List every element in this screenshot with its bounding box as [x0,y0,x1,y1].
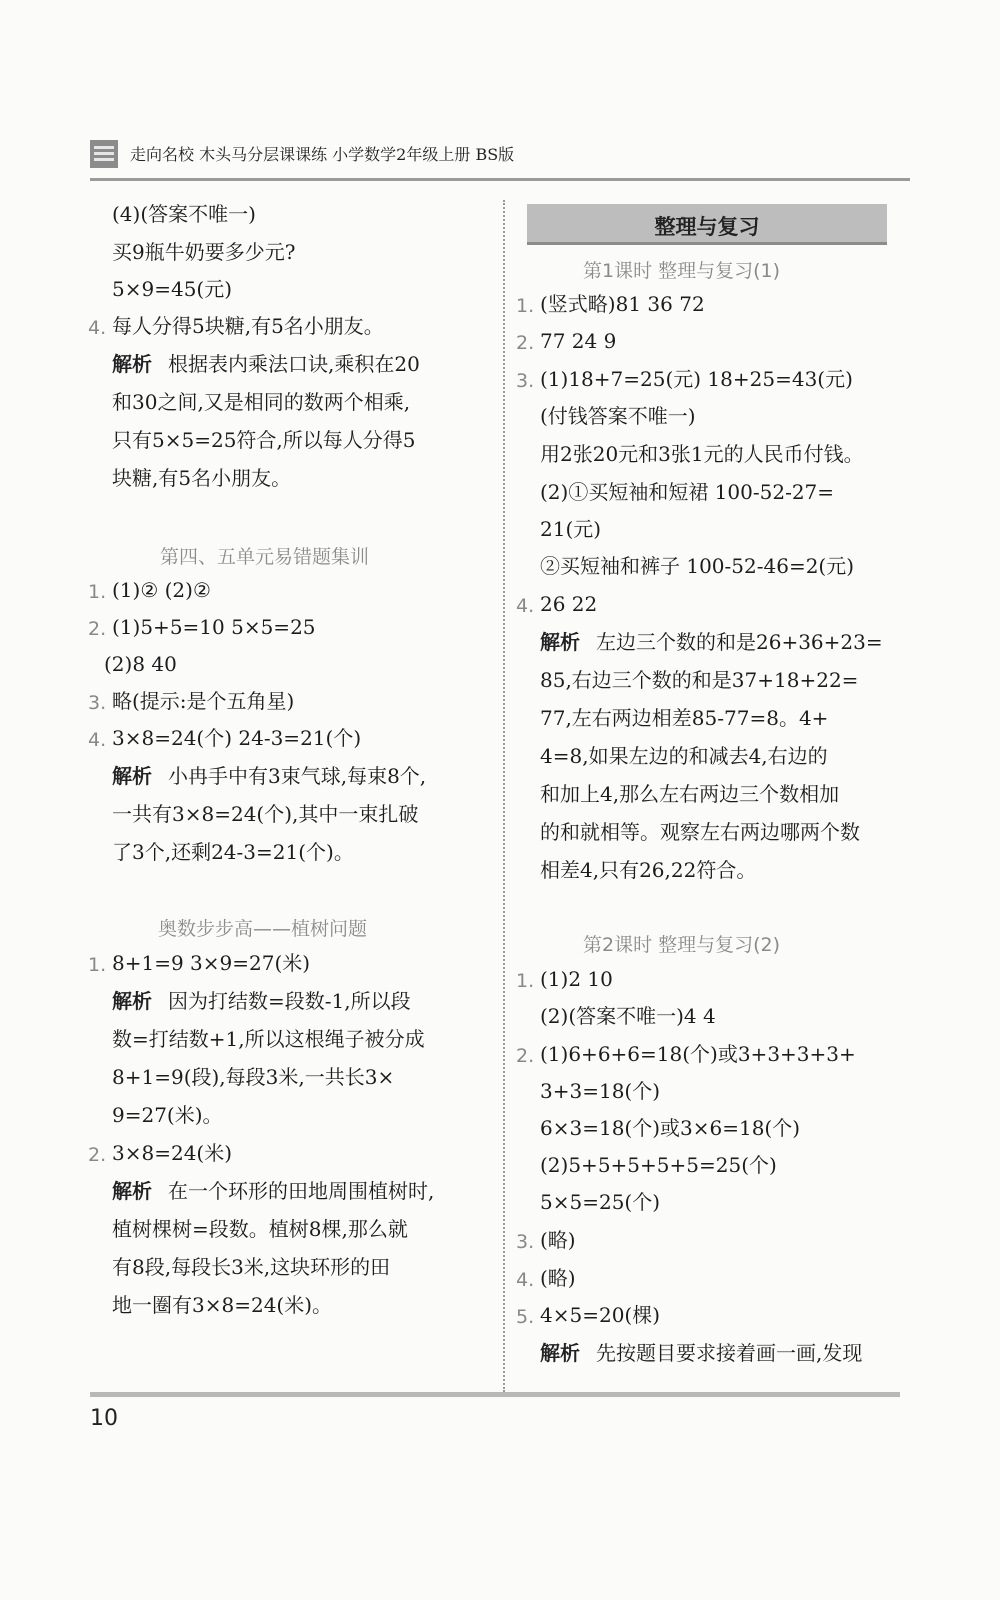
analysis-text: 地一圈有3×8=24(米)。 [112,1293,333,1317]
answer-line: (略) [540,1228,576,1252]
analysis-label: 解析 [540,1341,580,1365]
analysis-label: 解析 [540,630,580,654]
question-number: 1. [88,581,107,603]
question-number: 4. [516,595,535,617]
answer-line: (竖式略)81 36 72 [540,292,705,316]
analysis-text: 8+1=9(段),每段3米,一共长3× [112,1065,395,1089]
header-title: 走向名校 木头马分层课课练 小学数学2年级上册 BS版 [130,145,515,164]
analysis-text: 有8段,每段长3米,这块环形的田 [112,1255,391,1279]
answer-line: (付钱答案不唯一) [540,404,696,428]
answer-line: (2)①买短袖和短裙 100-52-27= [540,480,835,504]
answer-line: 每人分得5块糖,有5名小朋友。 [112,314,384,338]
section-title: 奥数步步高——植树问题 [158,918,368,940]
analysis-label: 解析 [112,764,152,788]
analysis-text: 小冉手中有3束气球,每束8个, [168,764,427,788]
answer-line: (4)(答案不唯一) [112,202,256,226]
analysis-label: 解析 [112,1179,152,1203]
question-number: 2. [88,618,107,640]
page-number: 10 [90,1406,118,1431]
analysis-text: 左边三个数的和是26+36+23= [596,630,883,654]
answer-line: (1)5+5=10 5×5=25 [112,615,316,639]
answer-line: (1)18+7=25(元) 18+25=43(元) [540,367,853,391]
column-divider [503,200,505,1392]
analysis-text: 了3个,还剩24-3=21(个)。 [112,840,354,864]
answer-line: (2)5+5+5+5+5=25(个) [540,1153,777,1177]
answer-line: 买9瓶牛奶要多少元? [112,240,296,264]
question-number: 2. [88,1144,107,1166]
answer-line: 用2张20元和3张1元的人民币付钱。 [540,442,864,466]
question-number: 4. [516,1269,535,1291]
analysis-text: 一共有3×8=24(个),其中一束扎破 [112,802,419,826]
section-title: 第四、五单元易错题集训 [160,546,370,568]
section-title: 第1课时 整理与复习(1) [583,260,781,282]
analysis-text: 数=打结数+1,所以这根绳子被分成 [112,1027,425,1051]
analysis-label: 解析 [112,352,152,376]
question-number: 1. [516,295,535,317]
question-number: 3. [516,370,535,392]
question-number: 3. [516,1231,535,1253]
question-number: 2. [516,332,535,354]
answer-line: 4×5=20(棵) [540,1303,661,1327]
analysis-text: 因为打结数=段数-1,所以段 [168,989,411,1013]
answer-line: (2)(答案不唯一)4 4 [540,1004,716,1028]
analysis-text: 9=27(米)。 [112,1103,223,1127]
answer-line: 3×8=24(米) [112,1141,233,1165]
question-number: 1. [88,954,107,976]
answer-line: 略(提示:是个五角星) [112,689,295,713]
answer-line: 26 22 [540,592,598,616]
answer-line: 3+3=18(个) [540,1079,661,1103]
analysis-text: 77,左右两边相差85-77=8。4+ [540,706,829,730]
analysis-text: 先按题目要求接着画一画,发现 [596,1341,863,1365]
answer-line: 21(元) [540,517,602,541]
answer-line: 3×8=24(个) 24-3=21(个) [112,726,362,750]
answer-line: ②买短袖和裤子 100-52-46=2(元) [540,554,855,578]
analysis-text: 4=8,如果左边的和减去4,右边的 [540,744,828,768]
book-icon [90,140,118,168]
question-number: 4. [88,729,107,751]
analysis-text: 的和就相等。观察左右两边哪两个数 [540,820,860,844]
answer-line: (1)6+6+6=18(个)或3+3+3+3+ [540,1042,856,1066]
analysis-text: 在一个环形的田地周围植树时, [168,1179,435,1203]
analysis-text: 植树棵树=段数。植树8棵,那么就 [112,1217,408,1241]
answer-line: (略) [540,1266,576,1290]
analysis-text: 和30之间,又是相同的数两个相乘, [112,390,411,414]
section-title: 第2课时 整理与复习(2) [583,934,781,956]
question-number: 3. [88,692,107,714]
answer-line: (1)2 10 [540,967,613,991]
answer-line: 8+1=9 3×9=27(米) [112,951,311,975]
analysis-text: 只有5×5=25符合,所以每人分得5 [112,428,416,452]
answer-line: 77 24 9 [540,329,617,353]
page-header [90,130,910,181]
answer-line: (2)8 40 [104,652,177,676]
analysis-text: 和加上4,那么左右两边三个数相加 [540,782,840,806]
question-number: 2. [516,1045,535,1067]
analysis-text: 块糖,有5名小朋友。 [112,466,292,490]
question-number: 1. [516,970,535,992]
answer-line: 5×5=25(个) [540,1190,661,1214]
analysis-label: 解析 [112,989,152,1013]
question-number: 4. [88,317,107,339]
answer-line: (1)② (2)② [112,578,211,602]
analysis-text: 根据表内乘法口诀,乘积在20 [168,352,420,376]
banner-title: 整理与复习 [654,215,760,239]
analysis-text: 相差4,只有26,22符合。 [540,858,757,882]
answer-line: 5×9=45(元) [112,277,233,301]
answer-line: 6×3=18(个)或3×6=18(个) [540,1116,801,1140]
footer-rule [90,1392,900,1397]
section-banner [527,204,887,245]
analysis-text: 85,右边三个数的和是37+18+22= [540,668,859,692]
question-number: 5. [516,1306,535,1328]
